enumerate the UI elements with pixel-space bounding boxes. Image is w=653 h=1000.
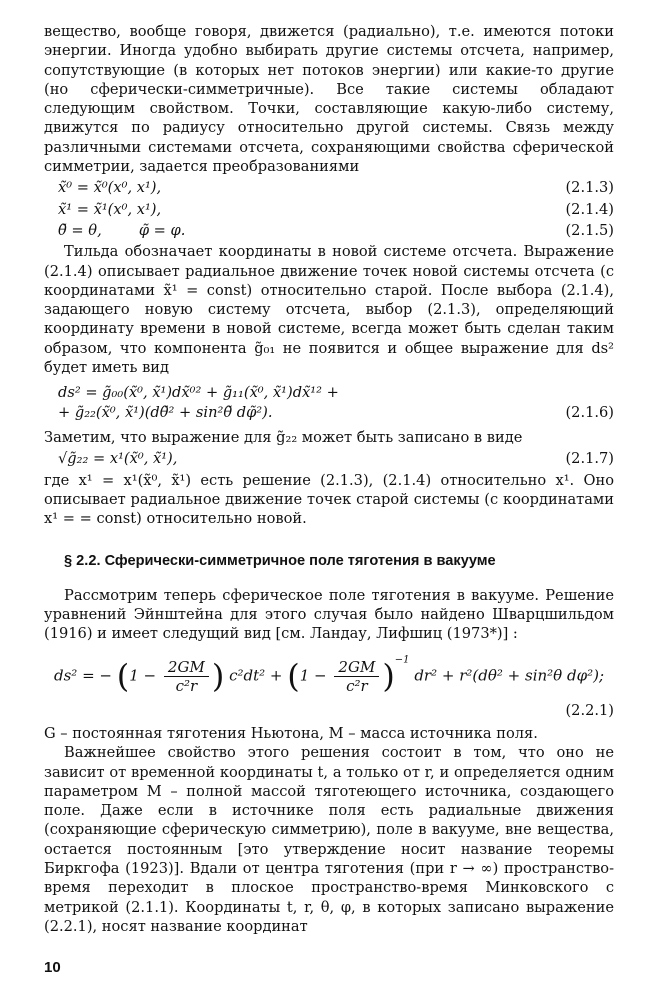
- fraction-2: [334, 658, 379, 695]
- paragraph-schwarzschild: Рассмотрим теперь сферическое поле тяготения в вакууме. Решение уравнений Эйнштейна для этого случая было найдено Шварцшильдом (1916) и имеет следущий вид [см. Ландау, Лифшиц (1973*)] :: [44, 586, 614, 643]
- fraction: [164, 658, 209, 695]
- right-paren: ): [211, 656, 225, 695]
- equation-expr: √g̃₂₂ = x¹(x̃⁰, x̃¹),: [58, 450, 178, 468]
- equation-line-2: + g̃₂₂(x̃⁰, x̃¹)(dθ̃² + sin²θ̃ dφ̃²).: [58, 403, 273, 421]
- left-paren: (: [116, 656, 130, 695]
- equation-2-1-7: [58, 449, 614, 468]
- equation-number-2-2-1: (2.2.1): [565, 701, 614, 719]
- fraction-numerator: 2GM: [334, 658, 379, 677]
- equation-2-1-5: [58, 221, 614, 240]
- equation-number: (2.1.7): [565, 450, 614, 468]
- equation-number: (2.1.6): [565, 403, 614, 421]
- equation-2-1-4: [58, 200, 614, 219]
- paragraph-tilde: Тильда обозначает координаты в новой системе отсчета. Выражение (2.1.4) описывает радиальное движение точек новой системы отсчета (с координатами x̃¹ = const) относительно старой. После выбора (2.1.4), задающего новую систему отсчета, выбор (2.1.3), определяющий координату времени в новой системе, всегда может быть сделан таким образом, что компонента g̃₀₁ не появится и общее выражение для ds² будет иметь вид: [44, 243, 614, 377]
- equation-expr: θ̃ = θ, φ̃ = φ.: [58, 221, 186, 239]
- eq-mid: c²dt² +: [229, 666, 283, 685]
- paragraph-property: Важнейшее свойство этого решения состоит в том, что оно не зависит от временной координаты t, а только от r, и определяется одним параметром M – полной массой тяготеющего источника, создающего поле. Даже если в источнике поля есть радиальные движения (сохраняющие сферическую симметрию), поле в вакууме, вне вещества, остается постоянным [это утверждение носит название теоремы Биркгофа (1923)]. Вдали от центра тяготения (при r → ∞) пространство-время переходит в плоское пространство-время Минковского с метрикой (2.1.1). Координаты t, r, θ, φ, в которых записано выражение (2.2.1), носят название координат: [44, 744, 614, 935]
- left-paren: (: [287, 656, 300, 695]
- right-paren: ): [382, 656, 395, 695]
- equation-number: (2.1.4): [565, 200, 614, 218]
- paragraph-solution: где x¹ = x¹(x̃⁰, x̃¹) есть решение (2.1.3), (2.1.4) относительно x¹. Оно описывает радиальное движение точек старой системы (с координатами x¹ = = const) относительно новой.: [44, 471, 614, 528]
- fraction-denominator: c²r: [175, 676, 198, 695]
- equation-expr: x̃¹ = x̃¹(x⁰, x¹),: [58, 200, 162, 218]
- section-title: § 2.2. Сферически-симметричное поле тяготения в вакууме: [64, 553, 496, 570]
- eq-lhs: ds² = −: [53, 666, 112, 685]
- fraction-denominator: c²r: [346, 676, 368, 695]
- equation-2-2-1: [44, 654, 614, 695]
- paragraph-note: Заметим, что выражение для g̃₂₂ может быть записано в виде: [44, 428, 523, 446]
- page-content: [44, 22, 614, 936]
- eq-one-2: 1 −: [299, 666, 327, 685]
- fraction-numerator: 2GM: [164, 658, 209, 677]
- equation-2-1-6: [58, 383, 614, 422]
- equation-number: (2.1.3): [565, 179, 614, 197]
- eq-one: 1 −: [129, 666, 157, 685]
- exponent: −1: [394, 654, 410, 666]
- paragraph-constants: G – постоянная тяготения Ньютона, M – масса источника поля.: [44, 724, 538, 742]
- equation-number: (2.1.5): [565, 221, 614, 239]
- equation-2-1-3: [58, 178, 614, 197]
- eq-rhs: dr² + r²(dθ² + sin²θ dφ²);: [414, 666, 604, 685]
- paragraph-intro: вещество, вообще говоря, движется (радиально), т.е. имеются потоки энергии. Иногда удобно выбирать другие системы отсчета, например, сопутствующие (в которых нет потоков энергии) или какие-то другие (но сферически-симметричные). Все такие системы обладают следующим свойством. Точки, составляющие какую-либо систему, движутся по радиусу относительно другой системы. Связь между различными системами отсчета, сохраняющими свойства сферической симметрии, задается преобразованиями: [44, 23, 614, 176]
- equation-line-1: ds² = g̃₀₀(x̃⁰, x̃¹)dx̃⁰² + g̃₁₁(x̃⁰, x̃¹)dx̃¹² +: [58, 384, 339, 402]
- page-number: 10: [44, 959, 61, 976]
- equation-expr: x̃⁰ = x̃⁰(x⁰, x¹),: [58, 179, 162, 197]
